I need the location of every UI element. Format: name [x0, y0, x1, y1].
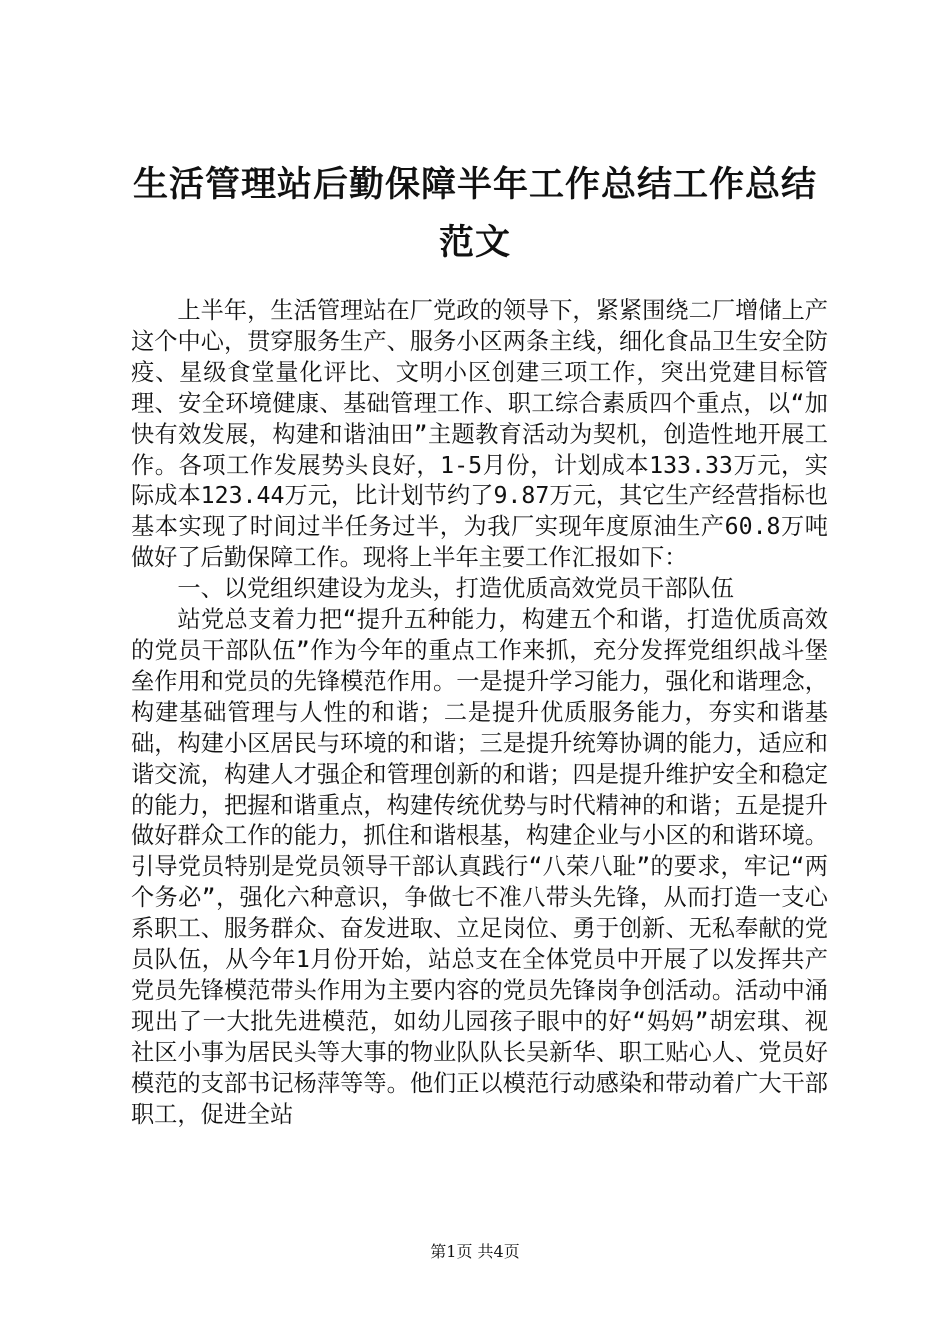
page-number-footer: 第1页 共4页 [430, 1242, 520, 1261]
document-body [131, 296, 828, 1130]
section-heading-1: 一、以党组织建设为龙头，打造优质高效党员干部队伍 [177, 575, 734, 603]
document-title: 生活管理站后勤保障半年工作总结工作总结范文 [132, 164, 817, 263]
paragraph-party-building: 站党总支着力把“提升五种能力，构建五个和谐，打造优质高效的党员干部队伍”作为今年的重点工作来抓，充分发挥党组织战斗堡垒作用和党员的先锋模范作用。一是提升学习能力，强化和谐理念，构建基础管理与人性的和谐；二是提升优质服务能力，夯实和谐基础，构建小区居民与环境的和谐；三是提升统筹协调的能力，适应和谐交流，构建人才强企和管理创新的和谐；四是提升维护安全和稳定的能力，把握和谐重点，构建传统优势与时代精神的和谐；五是提升做好群众工作的能力，抓住和谐根基，构建企业与小区的和谐环境。引导党员特别是党员领导干部认真践行“八荣八耻”的要求，牢记“两个务必”，强化六种意识，争做七不准八带头先锋，从而打造一支心系职工、服务群众、奋发进取、立足岗位、勇于创新、无私奉献的党员队伍，从今年1月份开始，站总支在全体党员中开展了以发挥共产党员先锋模范带头作用为主要内容的党员先锋岗争创活动。活动中涌现出了一大批先进模范，如幼儿园孩子眼中的好“妈妈”胡宏琪、视社区小事为居民头等大事的物业队队长吴新华、职工贴心人、党员好模范的支部书记杨萍等等。他们正以模范行动感染和带动着广大干部职工，促进全站 [131, 606, 828, 1128]
paragraph-intro: 上半年，生活管理站在厂党政的领导下，紧紧围绕二厂增储上产这个中心，贯穿服务生产、服务小区两条主线，细化食品卫生安全防疫、星级食堂量化评比、文明小区创建三项工作，突出党建目标管理、安全环境健康、基础管理工作、职工综合素质四个重点，以“加快有效发展，构建和谐油田”主题教育活动为契机，创造性地开展工作。各项工作发展势头良好，1-5月份，计划成本133.33万元，实际成本123.44万元，比计划节约了9.87万元，其它生产经营指标也基本实现了时间过半任务过半，为我厂实现年度原油生产60.8万吨做好了后勤保障工作。现将上半年主要工作汇报如下： [131, 297, 828, 572]
